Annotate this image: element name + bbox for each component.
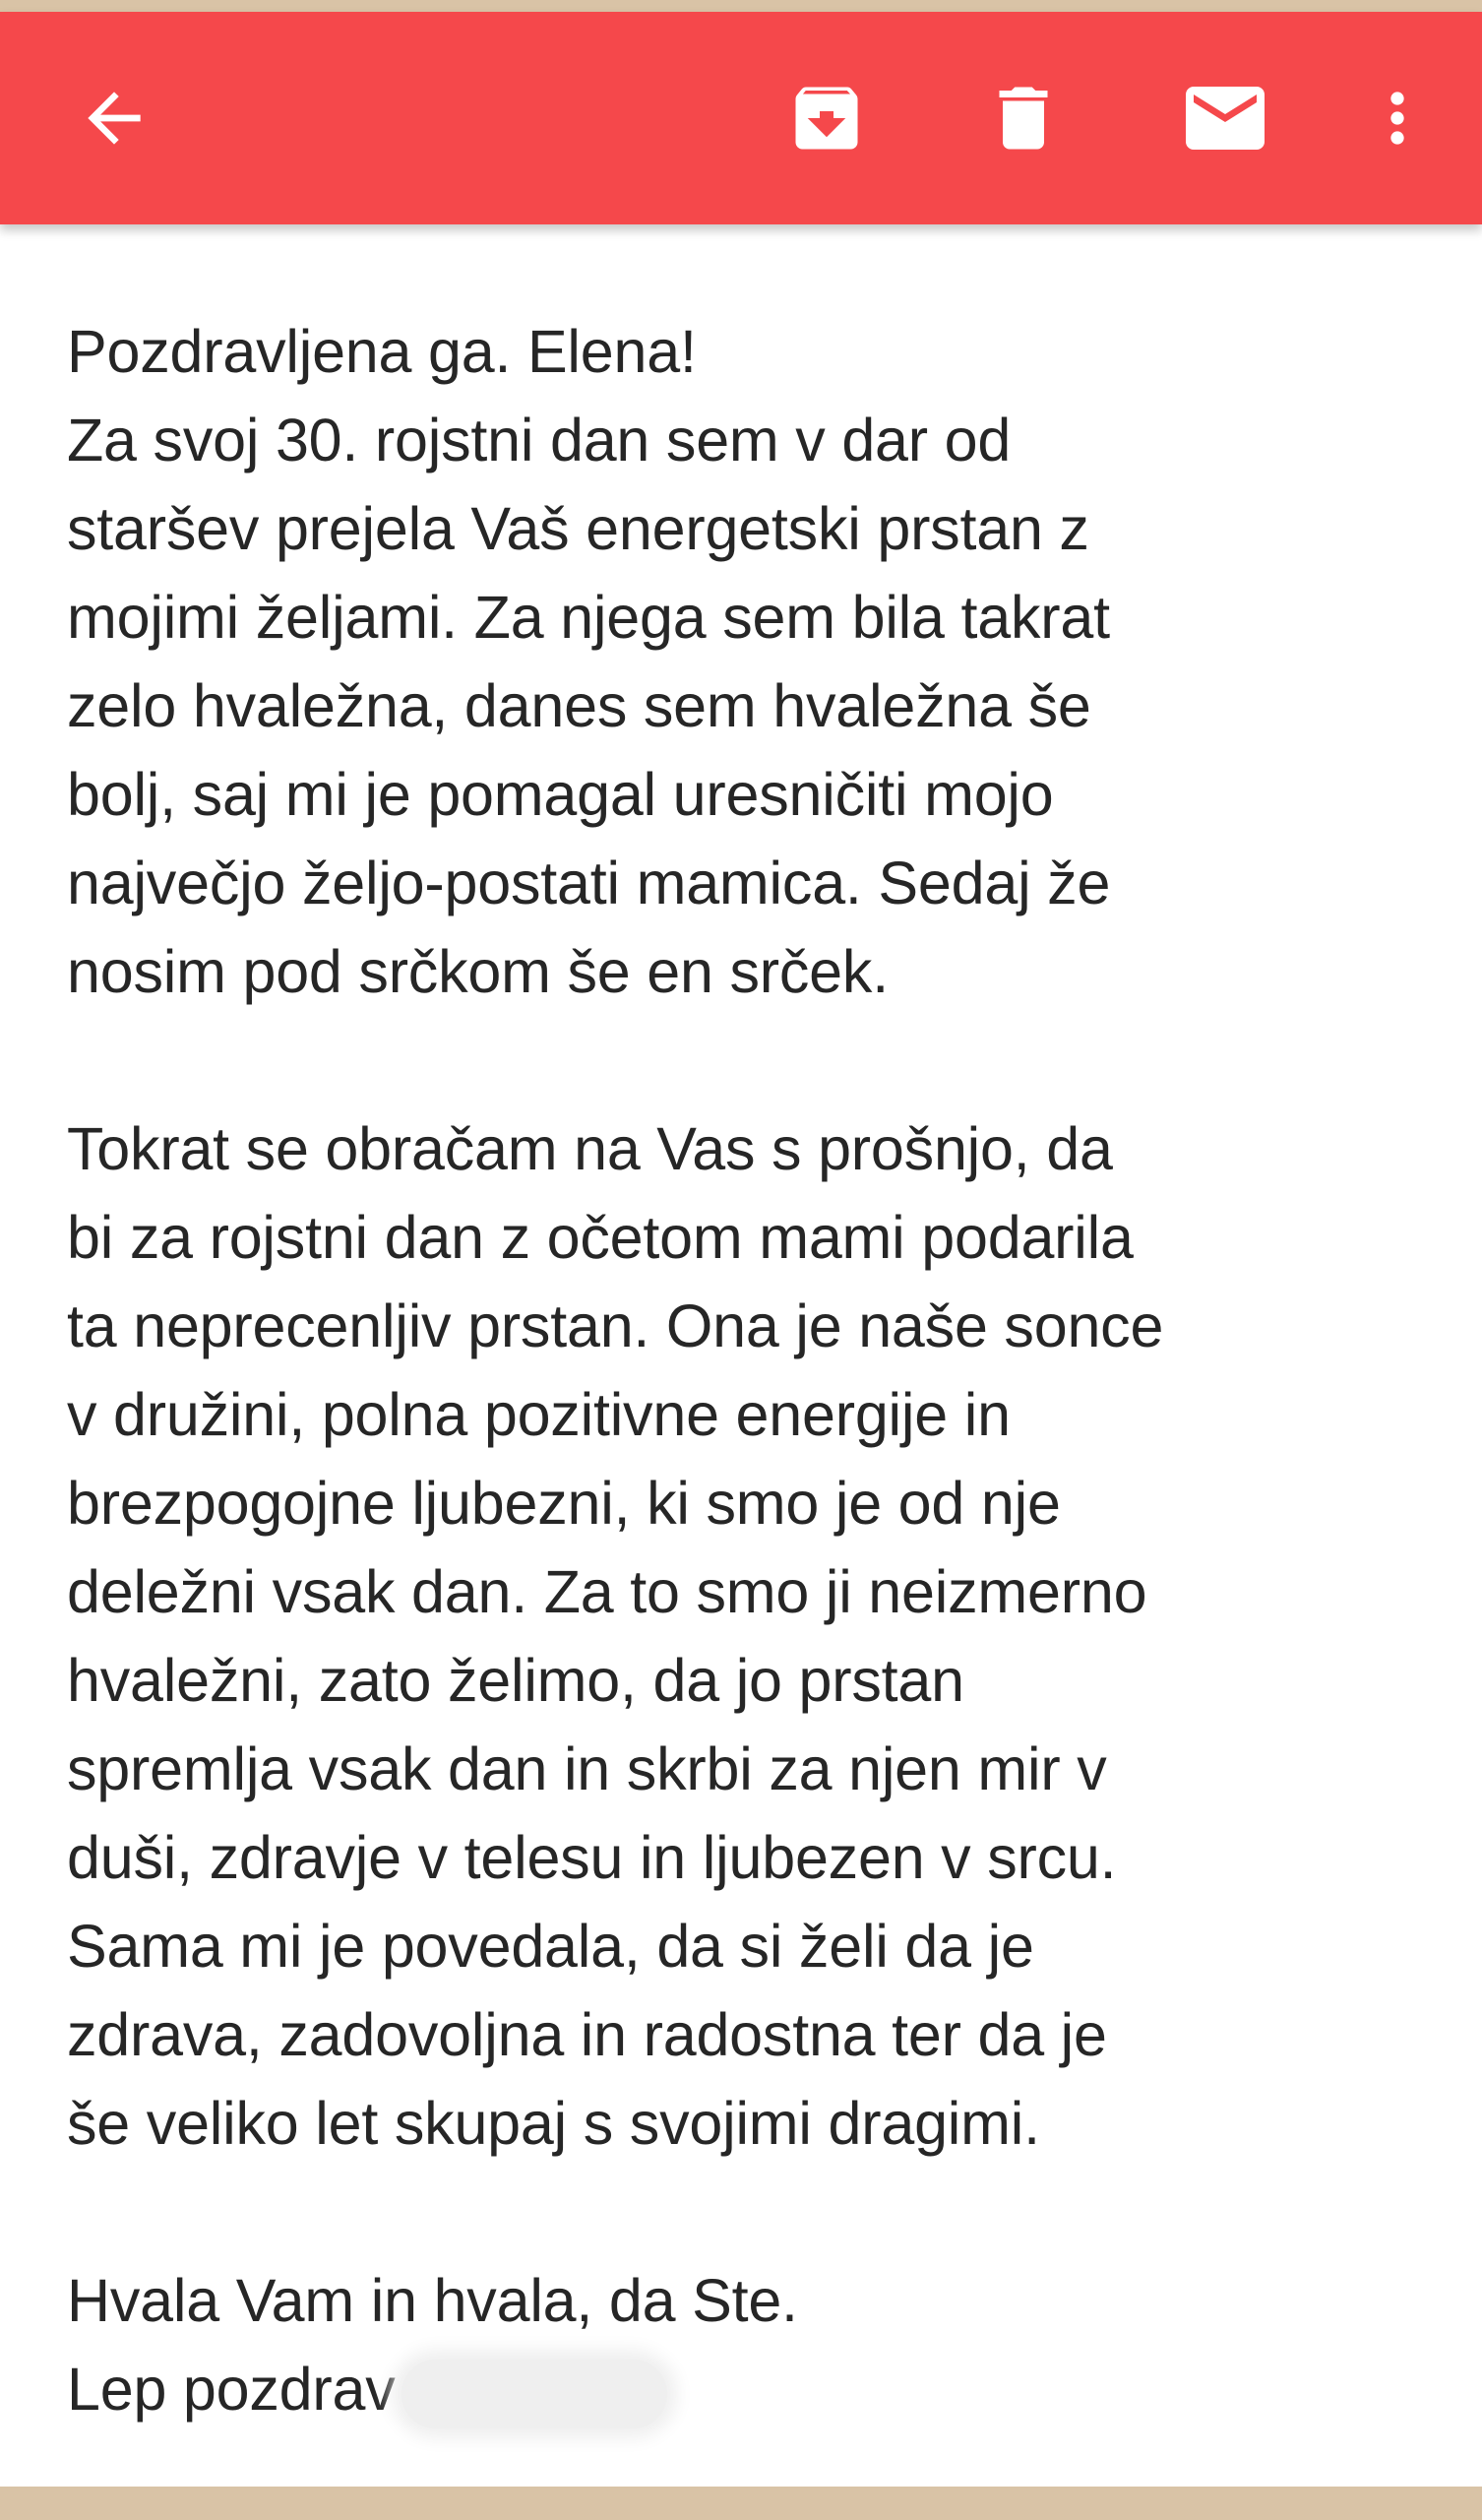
archive-icon — [785, 77, 868, 159]
archive-button[interactable] — [768, 12, 886, 224]
back-button[interactable] — [55, 12, 173, 224]
body-line: največjo željo-postati mamica. Sedaj že — [67, 850, 1111, 916]
arrow-back-icon — [75, 79, 154, 158]
signature-greeting: Lep pozdrav — [67, 2356, 396, 2423]
paragraph-gap — [67, 2168, 1464, 2256]
body-line: Za svoj 30. rojstni dan sem v dar od — [67, 407, 1012, 473]
body-line: bolj, saj mi je pomagal uresničiti mojo — [67, 761, 1054, 828]
greeting-line: Pozdravljena ga. Elena! — [67, 318, 697, 385]
mark-unread-button[interactable] — [1166, 12, 1284, 224]
more-vert-icon — [1358, 79, 1437, 158]
body-line: hvaležni, zato želimo, da jo prstan — [67, 1647, 964, 1714]
top-frame-border — [0, 0, 1482, 12]
body-line: v družini, polna pozitivne energije in — [67, 1381, 1011, 1448]
paragraph-gap — [67, 1016, 1464, 1104]
body-line: brezpogojne ljubezni, ki smo je od nje — [67, 1470, 1061, 1537]
redacted-name — [401, 2360, 667, 2428]
body-line: zelo hvaležna, danes sem hvaležna še — [67, 672, 1091, 739]
body-line: Sama mi je povedala, da si želi da je — [67, 1913, 1034, 1980]
email-message — [67, 307, 1464, 2433]
body-line: mojimi željami. Za njega sem bila takrat — [67, 584, 1110, 651]
body-line: spremlja vsak dan in skrbi za njen mir v — [67, 1735, 1107, 1802]
body-line: staršev prejela Vaš energetski prstan z — [67, 495, 1089, 562]
signature-line — [67, 2345, 1464, 2433]
body-line: Tokrat se obračam na Vas s prošnjo, da — [67, 1115, 1113, 1182]
email-toolbar — [0, 12, 1482, 224]
bottom-frame-border — [0, 2487, 1482, 2520]
mail-icon — [1178, 71, 1272, 165]
trash-icon — [982, 77, 1065, 159]
closing-line: Hvala Vam in hvala, da Ste. — [67, 2267, 798, 2334]
more-options-button[interactable] — [1358, 12, 1437, 224]
body-line: duši, zdravje v telesu in ljubezen v srcu. — [67, 1824, 1117, 1891]
body-line: še veliko let skupaj s svojimi dragimi. — [67, 2090, 1040, 2157]
body-line: zdrava, zadovoljna in radostna ter da je — [67, 2001, 1107, 2068]
delete-button[interactable] — [964, 12, 1082, 224]
body-line: bi za rojstni dan z očetom mami podarila — [67, 1204, 1134, 1271]
body-line: nosim pod srčkom še en srček. — [67, 938, 889, 1005]
email-body-panel — [0, 224, 1482, 2487]
body-line: deležni vsak dan. Za to smo ji neizmerno — [67, 1558, 1147, 1625]
body-line: ta neprecenljiv prstan. Ona je naše sonce — [67, 1292, 1164, 1359]
